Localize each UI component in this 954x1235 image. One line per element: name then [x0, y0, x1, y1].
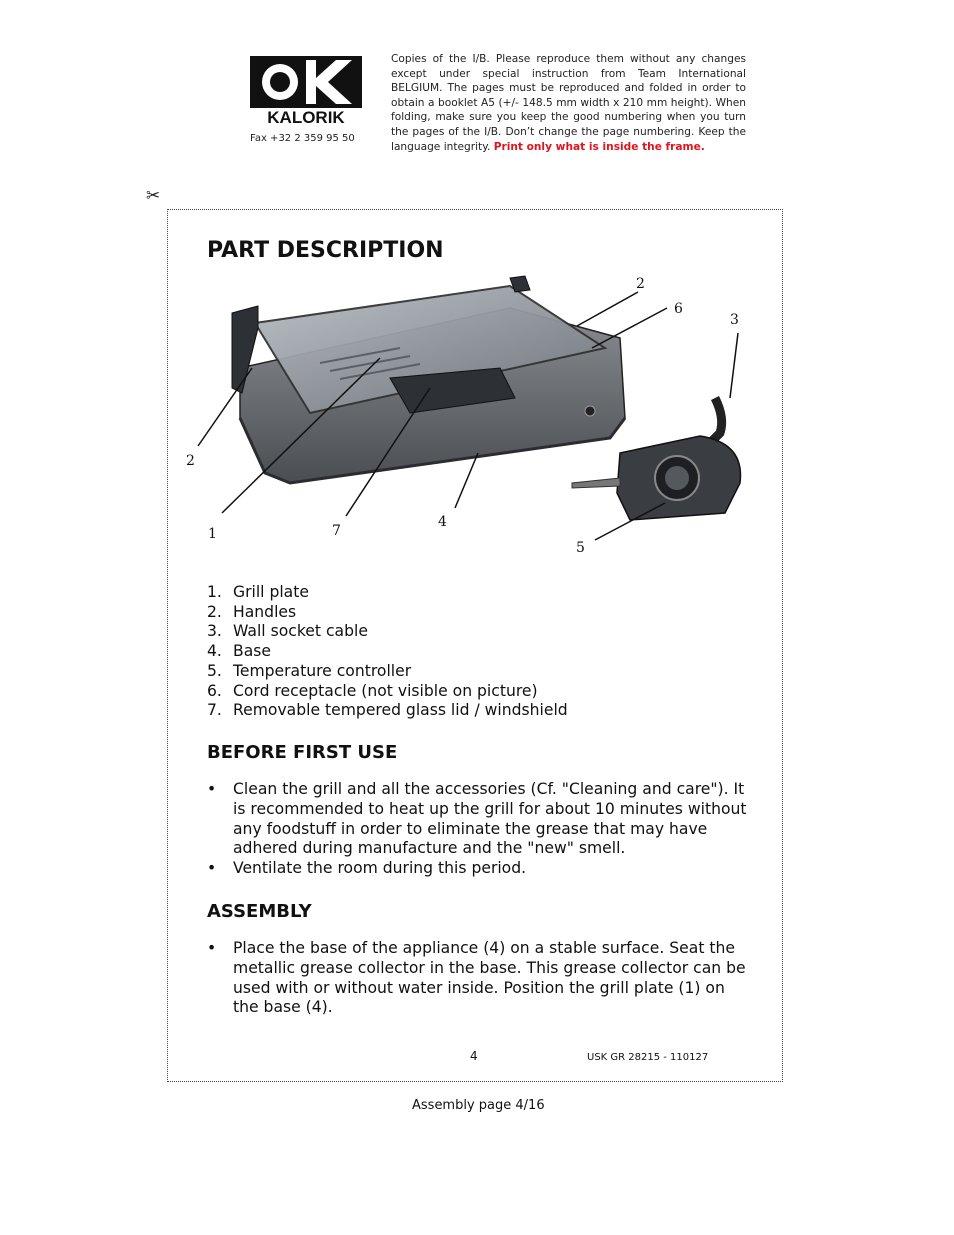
brand-text: KALORIK [267, 108, 345, 126]
figure-label-cable: 3 [730, 312, 739, 328]
part-description-title: PART DESCRIPTION [207, 238, 444, 263]
list-item: 7. Removable tempered glass lid / windshield [207, 701, 568, 720]
assembly-page-label: Assembly page 4/16 [412, 1098, 545, 1113]
page-number: 4 [470, 1049, 478, 1063]
before-first-use-title: BEFORE FIRST USE [207, 742, 398, 763]
list-item: 6. Cord receptacle (not visible on picture) [207, 681, 538, 700]
list-item: • Place the base of the appliance (4) on a stable surface. Seat the metallic grease collector in the base. This grease collector can be used with or without water inside. Position the grill plate (1) on the base (4). [207, 939, 747, 1018]
assembly-list [207, 939, 747, 1018]
parts-list [207, 583, 568, 721]
kalorik-logo [250, 56, 362, 126]
list-item: 5. Temperature controller [207, 661, 412, 680]
list-item: 2. Handles [207, 602, 297, 621]
scissors-icon: ✂ [146, 186, 161, 206]
figure-label-glass-lid: 7 [332, 523, 341, 539]
print-notice-warning: Print only what is inside the frame. [493, 140, 705, 153]
figure-label-controller: 5 [576, 540, 585, 556]
print-notice [391, 52, 746, 154]
figure-label-handle-top: 2 [636, 276, 645, 292]
list-item: • Clean the grill and all the accessories (Cf. "Cleaning and care"). It is recommended to heat up the grill for about 10 minutes without any foodstuff in order to eliminate the grease that may have adhered during manufacture and the "new" smell. [207, 780, 747, 859]
before-first-use-list [207, 780, 747, 879]
figure-label-grill-plate: 1 [208, 526, 217, 542]
list-item: 3. Wall socket cable [207, 622, 368, 641]
figure-label-handle-left: 2 [186, 453, 195, 469]
assembly-title: ASSEMBLY [207, 901, 312, 922]
print-notice-text: Copies of the I/B. Please reproduce them without any changes except under special instruction from Team International BELGIUM. The pages must be reproduced and folded in order to obtain a booklet A5 (+/- 148.5 mm width x 210 mm height). When folding, make sure you keep the good numbering when you turn the pages of the I/B. Don’t change the page numbering. Keep the language integrity. [391, 53, 746, 153]
fax-number: Fax +32 2 359 95 50 [250, 133, 355, 144]
list-item: 4. Base [207, 642, 271, 661]
indicator-light-drawing [585, 406, 595, 416]
list-item: • Ventilate the room during this period. [207, 859, 747, 879]
figure-label-cord-receptacle: 6 [674, 301, 683, 317]
list-item: 1. Grill plate [207, 583, 309, 601]
figure-label-base: 4 [438, 514, 447, 530]
grill-diagram [180, 268, 780, 568]
document-code: USK GR 28215 - 110127 [587, 1052, 709, 1063]
